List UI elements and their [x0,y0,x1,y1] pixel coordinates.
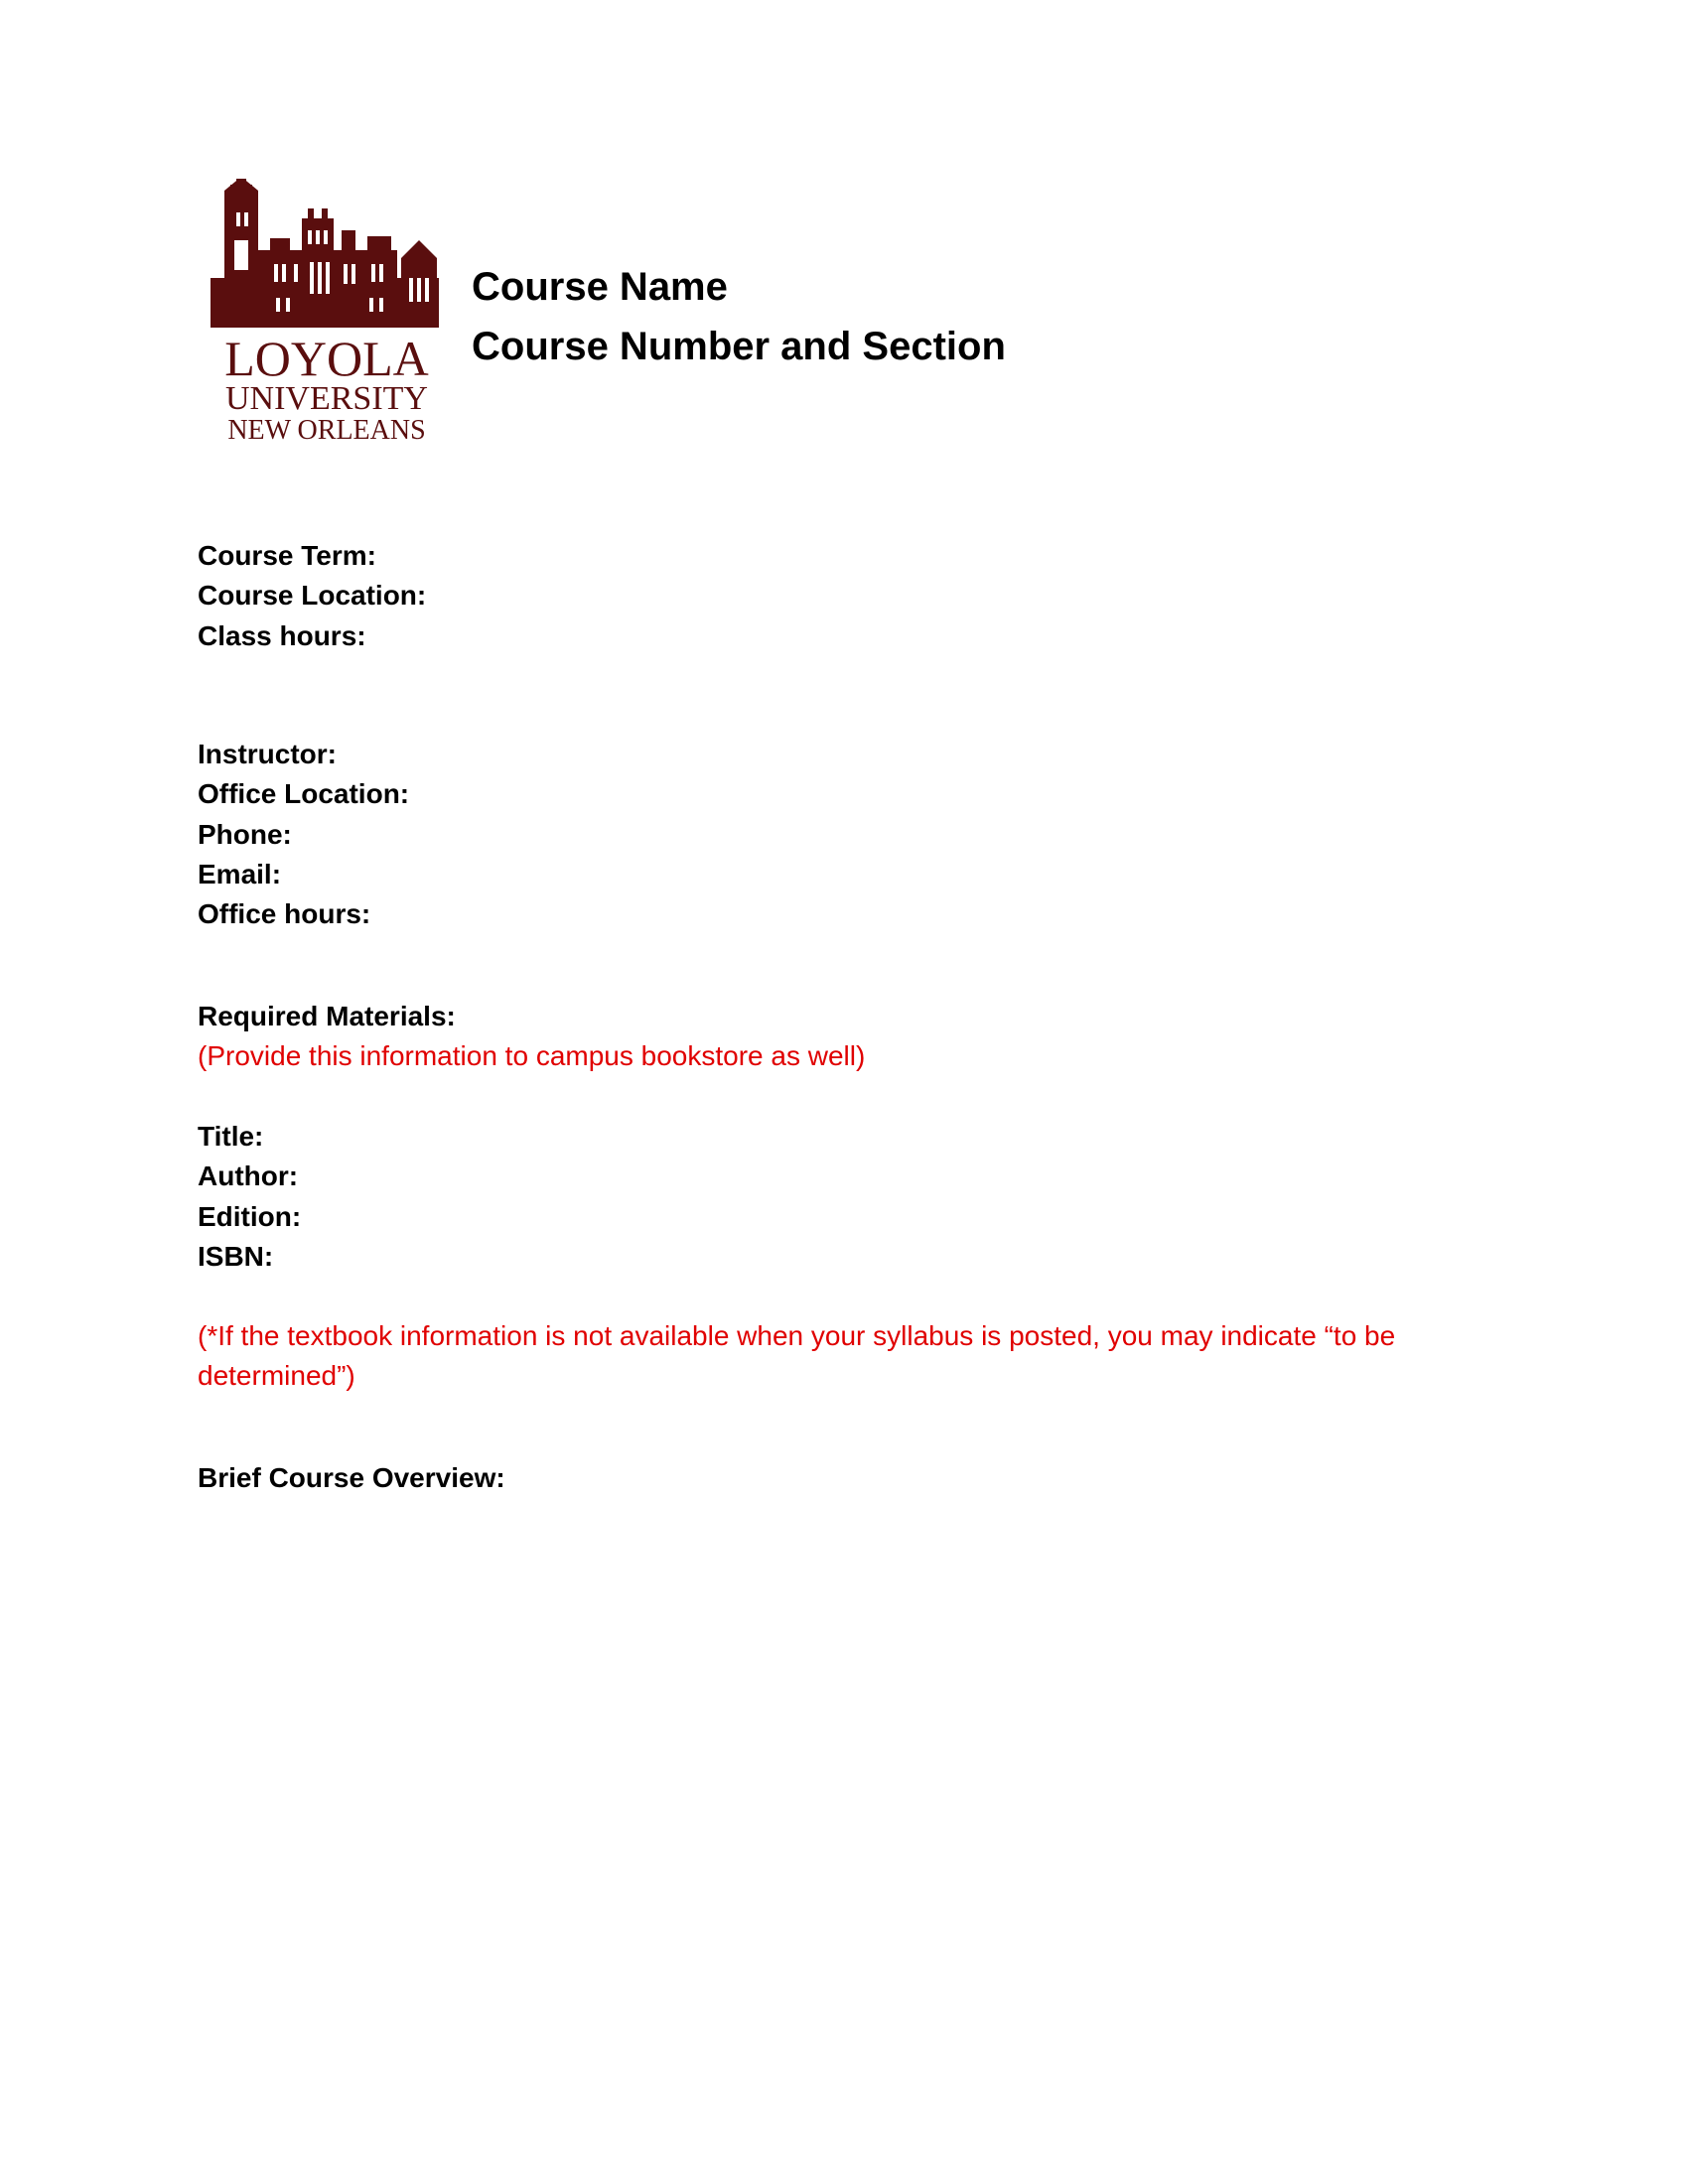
course-name-title: Course Name [472,265,728,309]
course-info-block [198,536,426,656]
loyola-logo [211,179,444,447]
logo-text-new-orleans: NEW ORLEANS [227,415,426,446]
office-location-label: Office Location: [198,778,410,810]
instructor-info-block [198,735,409,934]
title-label: Title: [198,1121,264,1152]
course-location-label: Course Location: [198,580,427,612]
brief-course-overview-label: Brief Course Overview: [198,1462,505,1493]
class-hours-label: Class hours: [198,619,366,651]
logo-text-loyola: LOYOLA [224,331,429,386]
course-term-label: Course Term: [198,540,376,571]
phone-label: Phone: [198,818,292,850]
bookstore-note: (Provide this information to campus bookstore as well) [198,1040,866,1072]
building-silhouette-icon [211,179,444,447]
instructor-label: Instructor: [198,739,337,769]
course-number-title: Course Number and Section [472,325,1006,368]
edition-label: Edition: [198,1200,302,1232]
office-hours-label: Office hours: [198,898,371,930]
isbn-label: ISBN: [198,1240,274,1272]
email-label: Email: [198,858,282,889]
textbook-tbd-note: (*If the textbook information is not available when your syllabus is posted, you may indicate “to be determined”) [198,1320,1396,1392]
textbook-fields-block [198,1117,301,1277]
logo-text-university: UNIVERSITY [225,380,428,417]
author-label: Author: [198,1160,299,1192]
overview-block [198,1458,505,1498]
required-materials-label: Required Materials: [198,1001,456,1031]
required-materials-block [198,997,865,1077]
